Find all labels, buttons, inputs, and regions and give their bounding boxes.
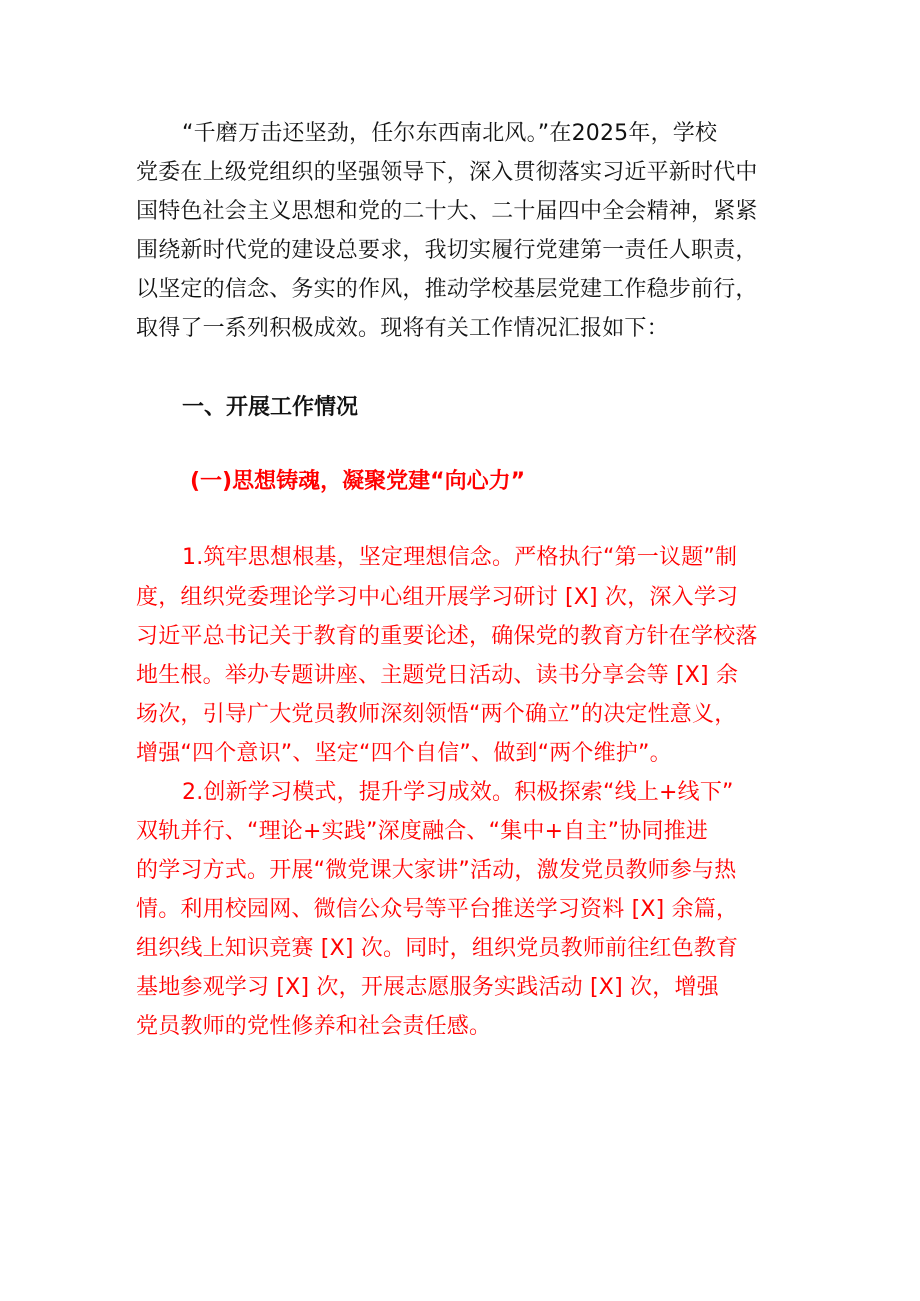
item2-line-7: 党员教师的党性修养和社会责任感。 [136, 1014, 492, 1039]
intro-line-4: 围绕新时代党的建设总要求，我切实履行党建第一责任人职责， [136, 238, 758, 263]
item2-line-2: 双轨并行、“理论+实践”深度融合、“集中+自主”协同推进 [136, 819, 709, 844]
subsection-heading: (一)思想铸魂，凝聚党建“向心力” [190, 469, 526, 494]
item2-line-4: 情。利用校园网、微信公众号等平台推送学习资料 [X] 余篇， [136, 897, 739, 922]
item2-line-3: 的学习方式。开展“微党课大家讲”活动，激发党员教师参与热 [136, 858, 737, 883]
item1-line-1: 1.筑牢思想根基，坚定理想信念。严格执行“第一议题”制 [182, 545, 738, 570]
intro-line-2: 党委在上级党组织的坚强领导下，深入贯彻落实习近平新时代中 [136, 160, 758, 185]
item1-line-6: 增强“四个意识”、坚定“四个自信”、做到“两个维护”。 [136, 741, 672, 766]
intro-line-3: 国特色社会主义思想和党的二十大、二十届四中全会精神，紧紧 [136, 199, 758, 224]
item2-line-1: 2.创新学习模式，提升学习成效。积极探索“线上+线下” [182, 780, 734, 805]
intro-line-6: 取得了一系列积极成效。现将有关工作情况汇报如下： [136, 316, 669, 341]
item2-line-6: 基地参观学习 [X] 次，开展志愿服务实践活动 [X] 次，增强 [136, 975, 719, 1000]
item2-line-5: 组织线上知识竞赛 [X] 次。同时，组织党员教师前往红色教育 [136, 936, 739, 961]
item1-line-4: 地生根。举办专题讲座、主题党日活动、读书分享会等 [X] 余 [136, 663, 739, 688]
section-heading: 一、开展工作情况 [182, 395, 359, 420]
intro-line-5: 以坚定的信念、务实的作风，推动学校基层党建工作稳步前行， [136, 277, 758, 302]
item1-line-3: 习近平总书记关于教育的重要论述，确保党的教育方针在学校落 [136, 624, 758, 649]
intro-line-1: “千磨万击还坚劲，任尔东西南北风。”在2025年，学校 [182, 121, 718, 146]
item1-line-2: 度，组织党委理论学习中心组开展学习研讨 [X] 次，深入学习 [136, 585, 739, 610]
item1-line-5: 场次，引导广大党员教师深刻领悟“两个确立”的决定性意义， [136, 702, 737, 727]
